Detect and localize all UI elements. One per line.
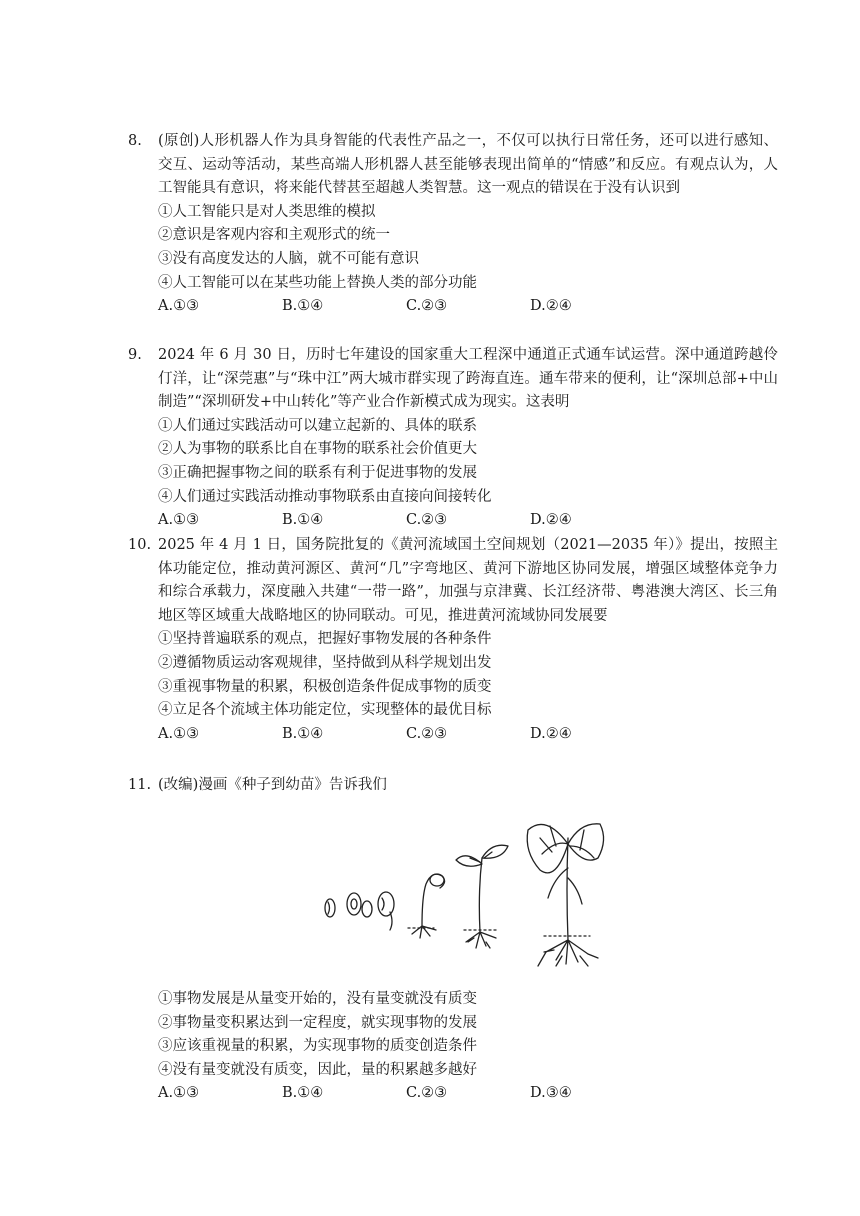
option-2: ②意识是客观内容和主观形式的统一	[158, 227, 390, 244]
answer-choices	[158, 509, 778, 533]
seed-stage-2	[347, 893, 372, 917]
question-number: 10.	[128, 537, 152, 553]
option-4: ④没有量变就没有质变，因此，量的积累越多越好	[158, 1061, 477, 1078]
choice-b: B.①④	[282, 1085, 324, 1102]
choice-c: C.②③	[406, 1085, 448, 1102]
option-4: ④立足各个流域主体功能定位，实现整体的最优目标	[158, 702, 492, 719]
choice-a: A.①③	[158, 512, 200, 529]
young-seedling	[456, 845, 508, 948]
option-3: ③正确把握事物之间的联系有利于促进事物的发展	[158, 464, 477, 481]
choice-c: C.②③	[406, 725, 448, 742]
question-9	[128, 344, 778, 533]
question-10	[128, 534, 778, 746]
question-stem: (改编)漫画《种子到幼苗》告诉我们	[158, 777, 387, 793]
option-1: ①事物发展是从量变开始的，没有量变就没有质变	[158, 991, 477, 1007]
question-stem: (原创)人形机器人作为具身智能的代表性产品之一，不仅可以执行日常任务，还可以进行感知、交互、运动等活动，某些高端人形机器人甚至能够表现出简单的“情感”和反应。有观点认为，人工智能具有意识，将来能代替甚至超越人类智慧。这一观点的错误在于没有认识到	[158, 133, 778, 197]
seed-to-seedling-illustration	[318, 808, 628, 978]
question-number: 9.	[128, 347, 142, 363]
option-3: ③没有高度发达的人脑，就不可能有意识	[158, 250, 419, 267]
choice-c: C.②③	[406, 298, 448, 315]
option-1: ①坚持普遍联系的观点，把握好事物发展的各种条件	[158, 631, 492, 648]
choice-b: B.①④	[282, 512, 324, 529]
choice-a: A.①③	[158, 1085, 200, 1102]
option-4: ④人工智能可以在某些功能上替换人类的部分功能	[158, 274, 477, 291]
question-number: 8.	[128, 133, 142, 149]
mature-seedling	[527, 824, 603, 966]
option-4: ④人们通过实践活动推动事物联系由直接向间接转化	[158, 488, 492, 505]
option-2: ②人为事物的联系比自在事物的联系社会价值更大	[158, 441, 477, 458]
choice-c: C.②③	[406, 512, 448, 529]
choice-d: D.②④	[530, 512, 572, 529]
seed-stage-1	[325, 899, 335, 917]
option-3: ③重视事物量的积累，积极创造条件促成事物的质变	[158, 678, 492, 695]
choice-a: A.①③	[158, 298, 200, 315]
sprouting-seed	[378, 892, 394, 930]
choice-d: D.②④	[530, 298, 572, 315]
option-1: ①人们通过实践活动可以建立起新的、具体的联系	[158, 417, 477, 434]
choice-d: D.②④	[530, 725, 572, 742]
question-11-options	[158, 988, 778, 1106]
answer-choices	[158, 295, 778, 319]
question-11	[128, 774, 778, 798]
answer-choices	[158, 723, 778, 747]
question-stem: 2025 年 4 月 1 日，国务院批复的《黄河流域国土空间规划（2021—2035 年）》提出，按照主体功能定位，推动黄河源区、黄河“几”字弯地区、黄河下游地区协同发展，增强区域整体竞争力和综合承载力，深度融入共建“一带一路”，加强与京津冀、长江经济带、粤港澳大湾区、长三角地区等区域重大战略地区的协同联动。可见，推进黄河流域协同发展要	[158, 537, 778, 624]
question-stem: 2024 年 6 月 30 日，历时七年建设的国家重大工程深中通道正式通车试运营。深中通道跨越伶仃洋，让“深莞惠”与“珠中江”两大城市群实现了跨海直连。通车带来的便利，让“深圳总部+中山制造”“深圳研发+中山转化”等产业合作新模式成为现实。这表明	[158, 347, 778, 411]
option-3: ③应该重视量的积累，为实现事物的质变创造条件	[158, 1038, 477, 1055]
option-2: ②遵循物质运动客观规律，坚持做到从科学规划出发	[158, 654, 492, 671]
answer-choices	[158, 1082, 778, 1106]
question-number: 11.	[128, 777, 152, 793]
option-2: ②事物量变积累达到一定程度，就实现事物的发展	[158, 1014, 477, 1031]
question-8	[128, 130, 778, 319]
choice-b: B.①④	[282, 725, 324, 742]
choice-a: A.①③	[158, 725, 200, 742]
choice-d: D.③④	[530, 1085, 572, 1102]
option-1: ①人工智能只是对人类思维的模拟	[158, 203, 376, 220]
choice-b: B.①④	[282, 298, 324, 315]
hooked-sprout	[408, 874, 445, 938]
